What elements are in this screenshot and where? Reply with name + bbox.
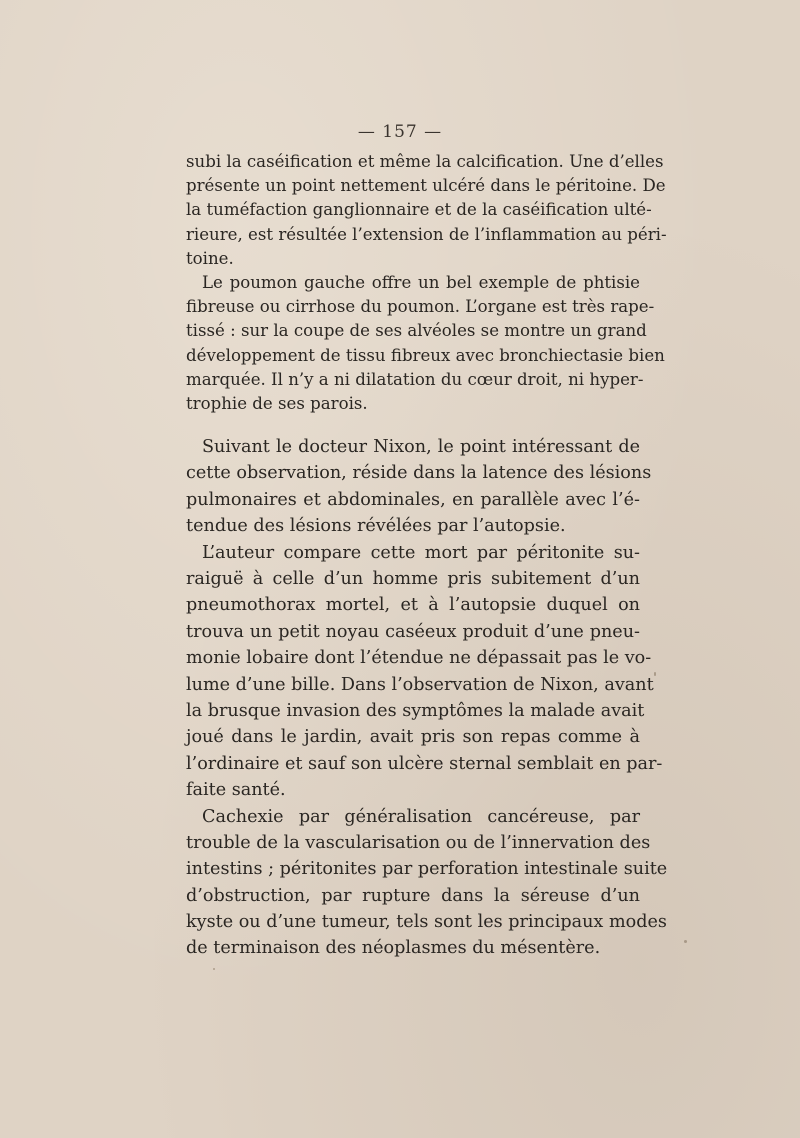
text-line: L’auteur compare cette mort par péritonite su- [202, 542, 640, 563]
paper-speck [684, 940, 687, 943]
text-line: marquée. Il n’y a ni dilatation du cœur droit, ni hyper- [186, 369, 644, 389]
text-line: cette observation, réside dans la latence des lésions [186, 463, 652, 484]
paper-speck [213, 968, 215, 970]
text-line: tissé : sur la coupe de ses alvéoles se montre un grand [186, 321, 647, 341]
text-line: kyste ou d’une tumeur, tels sont les principaux modes [186, 912, 667, 933]
text-line: joué dans le jardin, avait pris son repas comme à [186, 727, 640, 748]
text-line: de terminaison des néoplasmes du mésentère. [186, 938, 601, 959]
text-line: Suivant le docteur Nixon, le point intéressant de [202, 437, 640, 458]
text-line: la tuméfaction ganglionnaire et de la caséification ulté- [186, 200, 652, 220]
paragraph [186, 804, 668, 962]
text-line: tendue des lésions révélées par l’autopsie. [186, 516, 566, 537]
paragraph [186, 271, 665, 416]
paragraph-gap [186, 416, 640, 434]
text-line: pneumothorax mortel, et à l’autopsie duquel on [186, 595, 640, 616]
text-line: Le poumon gauche offre un bel exemple de phtisie [202, 272, 640, 292]
text-line: monie lobaire dont l’étendue ne dépassait pas le vo- [186, 648, 652, 669]
text-line: rieure, est résultée l’extension de l’inflammation au péri- [186, 224, 667, 244]
text-line: pulmonaires et abdominales, en parallèle avec l’é- [186, 489, 640, 510]
text-line: fibreuse ou cirrhose du poumon. L’organe est très rape- [186, 297, 655, 317]
text-line: trouva un petit noyau caséeux produit d’une pneu- [186, 621, 640, 642]
text-line: d’obstruction, par rupture dans la séreuse d’un [186, 885, 640, 906]
text-line: l’ordinaire et sauf son ulcère sternal semblait en par- [186, 753, 663, 774]
paragraph [186, 540, 663, 804]
text-line: développement de tissu fibreux avec bronchiectasie bien [186, 345, 665, 365]
body-text [186, 150, 668, 962]
text-line: la brusque invasion des symptômes la malade avait [186, 700, 645, 721]
text-line: intestins ; péritonites par perforation intestinale suite [186, 859, 668, 880]
text-line: présente un point nettement ulcéré dans le péritoine. De [186, 176, 666, 196]
text-line: subi la caséification et même la calcification. Une d’elles [186, 152, 664, 171]
paragraph [186, 434, 652, 540]
text-line: Cachexie par généralisation cancéreuse, par [202, 806, 640, 827]
page-number: — 157 — [357, 122, 443, 142]
text-line: raiguë à celle d’un homme pris subitement d’un [186, 569, 640, 590]
paper-speck [654, 672, 656, 676]
paragraph [186, 150, 667, 271]
text-line: toine. [186, 248, 234, 268]
text-line: faite santé. [186, 780, 286, 801]
text-line: trouble de la vascularisation ou de l’innervation des [186, 832, 651, 853]
text-line: trophie de ses parois. [186, 393, 368, 413]
text-line: lume d’une bille. Dans l’observation de Nixon, avant [186, 674, 654, 695]
